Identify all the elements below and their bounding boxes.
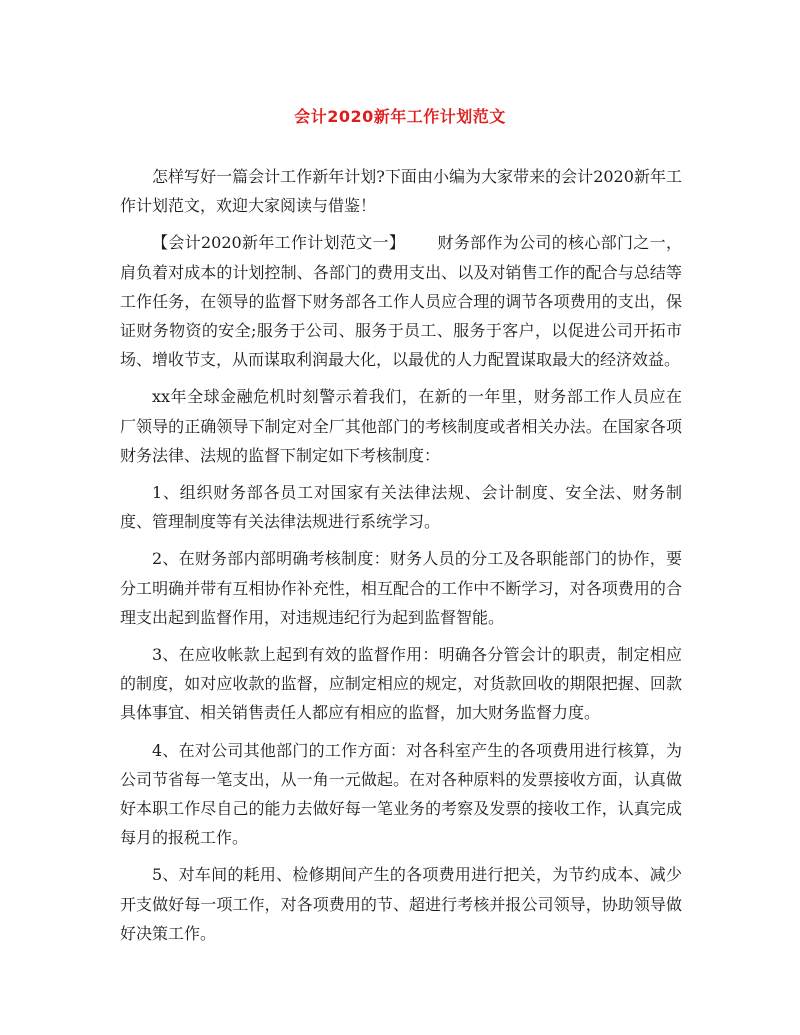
document-title: 会计2020新年工作计划范文 (294, 107, 506, 126)
section1-heading: 【会计2020新年工作计划范文一】 (152, 233, 406, 253)
list-item-1: 1、组织财务部各员工对国家有关法律法规、会计制度、安全法、财务制度、管理制度等有关法律法规进行系统学习。 (120, 483, 682, 532)
paragraph-section1 (120, 228, 682, 374)
paragraph-crisis: xx年全球金融危机时刻警示着我们，在新的一年里，财务部工作人员应在厂领导的正确领导下制定对全厂其他部门的考核制度或者相关办法。在国家各项财务法律、法规的监督下制定如下考核制度： (120, 387, 682, 465)
document-body (120, 162, 682, 956)
paragraph-intro: 怎样写好一篇会计工作新年计划?下面由小编为大家带来的会计2020新年工作计划范文，欢迎大家阅读与借鉴！ (120, 167, 682, 216)
list-item-3: 3、在应收帐款上起到有效的监督作用：明确各分管会计的职责，制定相应的制度，如对应收款的监督，应制定相应的规定，对货款回收的期限把握、回款具体事宜、相关销售责任人都应有相应的监督，加大财务监督力度。 (120, 645, 682, 723)
section1-spacer (405, 233, 437, 252)
list-item-5: 5、对车间的耗用、检修期间产生的各项费用进行把关，为节约成本、减少开支做好每一项工作，对各项费用的节、超进行考核并报公司领导，协助领导做好决策工作。 (120, 865, 682, 943)
list-item-2: 2、在财务部内部明确考核制度：财务人员的分工及各职能部门的协作，要分工明确并带有互相协作补充性，相互配合的工作中不断学习，对各项费用的合理支出起到监督作用，对违规违纪行为起到监督智能。 (120, 549, 682, 627)
list-item-4: 4、在对公司其他部门的工作方面：对各科室产生的各项费用进行核算，为公司节省每一笔支出，从一角一元做起。在对各种原料的发票接收方面，认真做好本职工作尽自己的能力去做好每一笔业务的考察及发票的接收工作，认真完成每月的报税工作。 (120, 740, 682, 848)
section1-body: 财务部作为公司的核心部门之一，肩负着对成本的计划控制、各部门的费用支出、以及对销售工作的配合与总结等工作任务，在领导的监督下财务部各工作人员应合理的调节各项费用的支出，保证财务物资的安全;服务于公司、服务于员工、服务于客户，以促进公司开拓市场、增收节支，从而谋取利润最大化，以最优的人力配置谋取最大的经济效益。 (120, 233, 682, 370)
